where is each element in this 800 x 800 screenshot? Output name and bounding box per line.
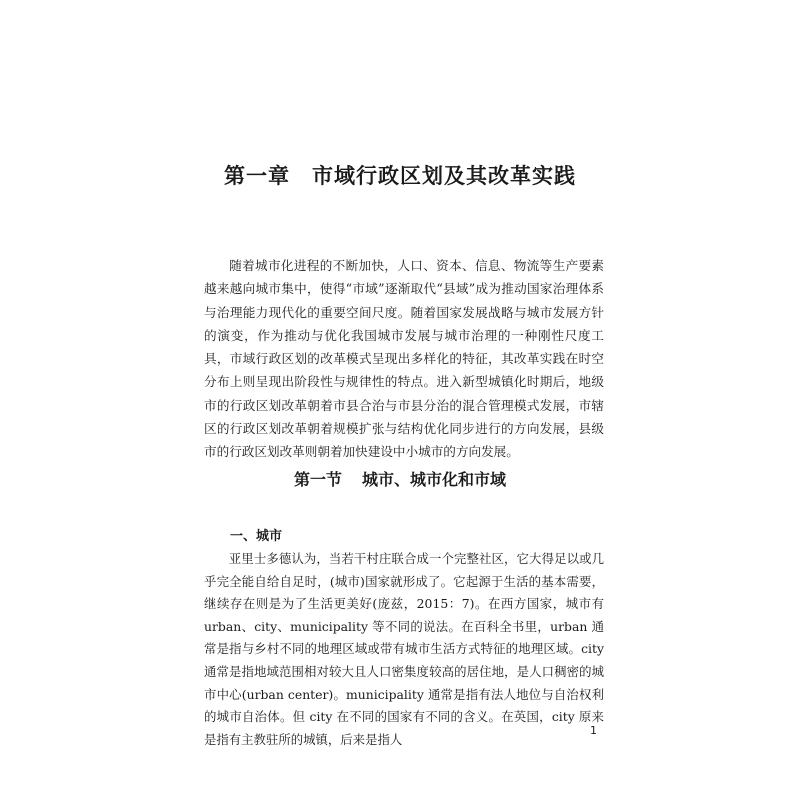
section-title: 城市、城市化和市域 <box>362 470 507 489</box>
section-heading <box>0 467 800 490</box>
chapter-title: 市域行政区划及其改革实践 <box>312 164 576 188</box>
chapter-number: 第一章 <box>224 164 290 188</box>
chapter-heading <box>0 160 800 190</box>
intro-paragraph: 随着城市化进程的不断加快，人口、资本、信息、物流等生产要素越来越向城市集中，使得“市域”逐渐取代“县域”成为推动国家治理体系与治理能力现代化的重要空间尺度。随着国家发展战略与城市发展方针的演变，作为推动与优化我国城市发展与城市治理的一种刚性尺度工具，市域行政区划的改革模式呈现出多样化的特征，其改革实践在时空分布上则呈现出阶段性与规律性的特点。进入新型城镇化时期后，地级市的行政区划改革朝着市县合治与市县分治的混合管理模式发展，市辖区的行政区划改革朝着规模扩张与结构优化同步进行的方向发展，县级市的行政区划改革则朝着加快建设中小城市的方向发展。 <box>204 258 604 460</box>
body-paragraph: 亚里士多德认为，当若干村庄联合成一个完整社区，它大得足以或几乎完全能自给自足时，(城市)国家就形成了。它起源于生活的基本需要，继续存在则是为了生活更美好(庞兹，2015：7)。在西方国家，城市有 urban、city、municipality 等不同的说法。在百科全书里，urban 通常是指与乡村不同的地理区域或带有城市生活方式特征的地理区域。city 通常是指地域范围相对较大且人口密集度较高的居住地，是人口稠密的城市中心(urban center)。municipality 通常是指有法人地位与自治权利的城市自治体。但 city 在不同的国家有不同的含义。在英国，city 原来是指有主教驻所的城镇，后来是指人 <box>204 551 604 747</box>
section-number: 第一节 <box>293 470 342 489</box>
page-number: 1 <box>590 724 597 737</box>
subsection-heading: 一、城市 <box>230 529 283 544</box>
